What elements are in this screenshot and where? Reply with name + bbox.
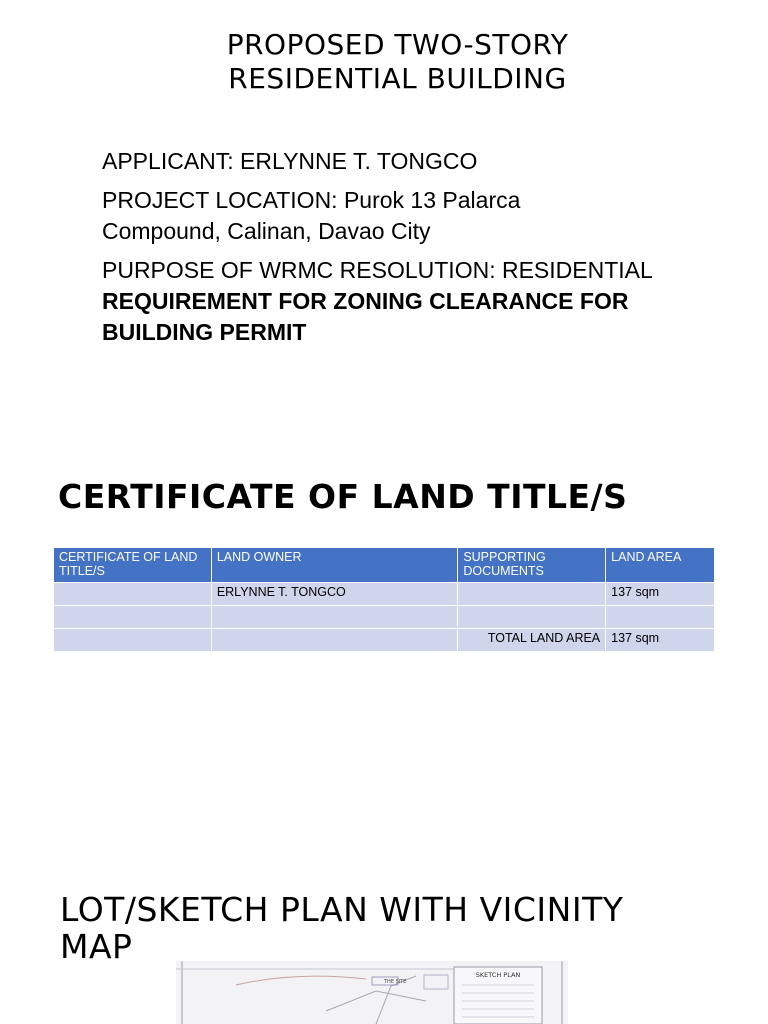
applicant-text: APPLICANT: ERLYNNE T. TONGCO	[102, 148, 478, 174]
cell	[458, 606, 606, 629]
purpose-text: PURPOSE OF WRMC RESOLUTION: RESIDENTIAL	[102, 257, 653, 283]
table-row	[54, 583, 715, 606]
lot-heading-line-1: LOT/SKETCH PLAN WITH VICINITY	[60, 890, 624, 929]
title-line-2: RESIDENTIAL BUILDING	[228, 62, 567, 95]
lot-heading-line-2: MAP	[60, 927, 133, 966]
total-label-cell: TOTAL LAND AREA	[458, 629, 606, 652]
cell	[54, 629, 212, 652]
header-supporting-documents: SUPPORTING DOCUMENTS	[458, 548, 606, 583]
location-line-2: Compound, Calinan, Davao City	[102, 218, 431, 244]
header-land-owner: LAND OWNER	[211, 548, 458, 583]
sketch-plan-image	[176, 961, 568, 1024]
cell	[211, 629, 458, 652]
project-info	[102, 146, 722, 348]
cell	[458, 583, 606, 606]
cell	[54, 606, 212, 629]
cell: ERLYNNE T. TONGCO	[211, 583, 458, 606]
cell: 137 sqm	[606, 583, 715, 606]
lot-plan-heading	[60, 891, 623, 965]
site-label: THE SITE	[384, 979, 407, 985]
title-line-1: PROPOSED TWO-STORY	[226, 28, 569, 61]
cell	[211, 606, 458, 629]
certificate-heading: CERTIFICATE OF LAND TITLE/S	[58, 477, 628, 516]
table-header-row	[54, 548, 715, 583]
requirement-line-1: REQUIREMENT FOR ZONING CLEARANCE FOR	[102, 288, 629, 314]
sketch-plan-drawing	[176, 961, 568, 1024]
sketch-plan-label: SKETCH PLAN	[475, 971, 521, 979]
land-title-table	[53, 547, 715, 652]
header-certificate: CERTIFICATE OF LAND TITLE/S	[54, 548, 212, 583]
cell	[606, 606, 715, 629]
table-row	[54, 606, 715, 629]
page-title	[0, 28, 768, 96]
requirement-line-2: BUILDING PERMIT	[102, 319, 307, 345]
total-value-cell: 137 sqm	[606, 629, 715, 652]
header-land-area: LAND AREA	[606, 548, 715, 583]
table-row	[54, 629, 715, 652]
cell	[54, 583, 212, 606]
location-line-1: PROJECT LOCATION: Purok 13 Palarca	[102, 187, 521, 213]
